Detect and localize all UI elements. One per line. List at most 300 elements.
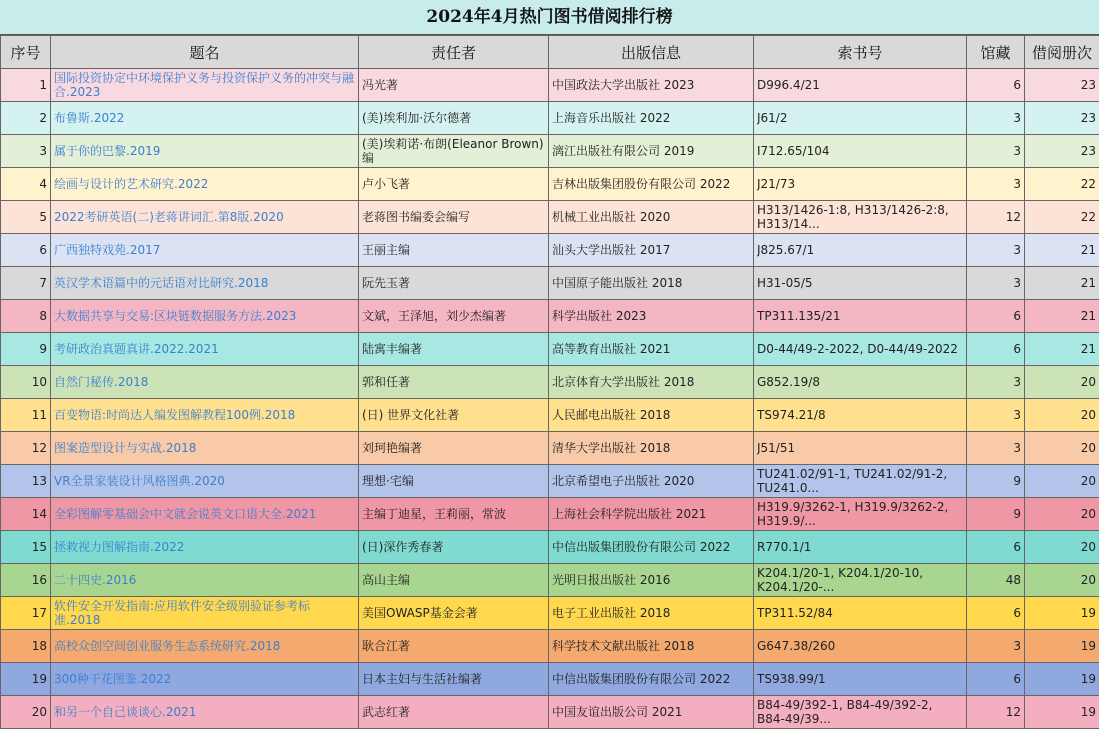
holdings-cell <box>967 102 1025 135</box>
publisher-cell-text: 中国政法大学出版社 2023 <box>552 78 750 92</box>
row-number <box>1 300 51 333</box>
column-header-seq[interactable]: 序号 <box>1 36 51 69</box>
author-cell <box>359 267 549 300</box>
loan-count-cell <box>1025 102 1099 135</box>
call-number-cell <box>754 135 967 168</box>
holdings-cell-text: 48 <box>970 573 1021 587</box>
holdings-cell-text: 3 <box>970 243 1021 257</box>
author-cell <box>359 465 549 498</box>
publisher-cell-text: 清华大学出版社 2018 <box>552 441 750 455</box>
author-cell-text: 高山主编 <box>362 573 545 587</box>
book-title-link-text[interactable]: 广西独特戏苑.2017 <box>54 243 355 257</box>
call-number-cell-text: J61/2 <box>757 111 963 125</box>
publisher-cell <box>549 432 754 465</box>
publisher-cell-text: 北京体育大学出版社 2018 <box>552 375 750 389</box>
loan-count-cell <box>1025 564 1099 597</box>
publisher-cell-text: 中信出版集团股份有限公司 2022 <box>552 672 750 686</box>
call-number-cell <box>754 564 967 597</box>
publisher-cell <box>549 399 754 432</box>
row-number-text: 6 <box>4 243 47 257</box>
row-number <box>1 597 51 630</box>
book-title-link[interactable] <box>51 663 359 696</box>
author-cell <box>359 300 549 333</box>
publisher-cell <box>549 366 754 399</box>
row-number <box>1 69 51 102</box>
author-cell-text: 陆寓丰编著 <box>362 342 545 356</box>
holdings-cell-text: 3 <box>970 441 1021 455</box>
row-number <box>1 102 51 135</box>
row-number <box>1 696 51 729</box>
row-number-text: 12 <box>4 441 47 455</box>
page-title: 2024年4月热门图书借阅排行榜 <box>0 0 1099 35</box>
row-number-text: 3 <box>4 144 47 158</box>
book-title-link-text[interactable]: 拯救视力图解指南.2022 <box>54 540 355 554</box>
table-row <box>1 465 1099 498</box>
call-number-cell-text: H313/1426-1:8, H313/1426-2:8, H313/14... <box>757 203 963 231</box>
book-title-link-text[interactable]: 考研政治真题真讲.2022.2021 <box>54 342 355 356</box>
holdings-cell-text: 6 <box>970 309 1021 323</box>
call-number-cell <box>754 300 967 333</box>
author-cell <box>359 102 549 135</box>
row-number <box>1 498 51 531</box>
author-cell-text: (日)深作秀春著 <box>362 540 545 554</box>
loan-count-cell-text: 20 <box>1028 408 1096 422</box>
call-number-cell-text: TU241.02/91-1, TU241.02/91-2, TU241.0... <box>757 467 963 495</box>
holdings-cell-text: 3 <box>970 639 1021 653</box>
book-title-link[interactable] <box>51 135 359 168</box>
author-cell <box>359 663 549 696</box>
table-row <box>1 102 1099 135</box>
call-number-cell-text: J825.67/1 <box>757 243 963 257</box>
table-row <box>1 234 1099 267</box>
row-number <box>1 201 51 234</box>
publisher-cell <box>549 300 754 333</box>
publisher-cell <box>549 333 754 366</box>
publisher-cell <box>549 663 754 696</box>
call-number-cell <box>754 630 967 663</box>
publisher-cell <box>549 531 754 564</box>
author-cell <box>359 333 549 366</box>
row-number-text: 2 <box>4 111 47 125</box>
book-title-link[interactable] <box>51 69 359 102</box>
author-cell-text: 郭和任著 <box>362 375 545 389</box>
book-title-link-text[interactable]: 布鲁斯.2022 <box>54 111 355 125</box>
publisher-cell-text: 汕头大学出版社 2017 <box>552 243 750 257</box>
holdings-cell <box>967 630 1025 663</box>
author-cell-text: (美)埃利加·沃尔德著 <box>362 111 545 125</box>
author-cell <box>359 531 549 564</box>
holdings-cell-text: 12 <box>970 705 1021 719</box>
loan-count-cell <box>1025 630 1099 663</box>
author-cell-text: 阮先玉著 <box>362 276 545 290</box>
table-row <box>1 498 1099 531</box>
holdings-cell <box>967 597 1025 630</box>
book-title-link-text[interactable]: VR全景家装设计风格图典.2020 <box>54 474 355 488</box>
holdings-cell <box>967 531 1025 564</box>
row-number-text: 18 <box>4 639 47 653</box>
author-cell-text: 耿合江著 <box>362 639 545 653</box>
book-title-link-text[interactable]: 和另一个自己谈谈心.2021 <box>54 705 355 719</box>
book-title-link-text[interactable]: 二十四史.2016 <box>54 573 355 587</box>
call-number-cell-text: G647.38/260 <box>757 639 963 653</box>
publisher-cell-text: 上海音乐出版社 2022 <box>552 111 750 125</box>
row-number-text: 17 <box>4 606 47 620</box>
publisher-cell <box>549 234 754 267</box>
holdings-cell-text: 12 <box>970 210 1021 224</box>
call-number-cell-text: H31-05/5 <box>757 276 963 290</box>
book-title-link-text[interactable]: 绘画与设计的艺术研究.2022 <box>54 177 355 191</box>
author-cell <box>359 234 549 267</box>
column-header-loans[interactable]: 借阅册次 <box>1025 36 1099 69</box>
loan-count-cell <box>1025 531 1099 564</box>
column-header-holdings[interactable]: 馆藏 <box>967 36 1025 69</box>
author-cell-text: 刘珂艳编著 <box>362 441 545 455</box>
row-number-text: 19 <box>4 672 47 686</box>
book-title-link[interactable] <box>51 564 359 597</box>
book-title-link-text[interactable]: 国际投资协定中环境保护义务与投资保护义务的冲突与融合.2023 <box>54 71 355 99</box>
publisher-cell <box>549 201 754 234</box>
book-title-link[interactable] <box>51 168 359 201</box>
loan-count-cell-text: 19 <box>1028 606 1096 620</box>
call-number-cell-text: D0-44/49-2-2022, D0-44/49-2022 <box>757 342 963 356</box>
call-number-cell-text: TP311.52/84 <box>757 606 963 620</box>
row-number <box>1 432 51 465</box>
loan-count-cell-text: 23 <box>1028 111 1096 125</box>
call-number-cell <box>754 465 967 498</box>
loan-count-cell <box>1025 597 1099 630</box>
book-title-link[interactable] <box>51 498 359 531</box>
book-title-link-text[interactable]: 属于你的巴黎.2019 <box>54 144 355 158</box>
publisher-cell-text: 中国原子能出版社 2018 <box>552 276 750 290</box>
table-row <box>1 300 1099 333</box>
loan-count-cell <box>1025 465 1099 498</box>
column-header-call-number[interactable]: 索书号 <box>754 36 967 69</box>
loan-count-cell <box>1025 663 1099 696</box>
call-number-cell <box>754 663 967 696</box>
holdings-cell-text: 3 <box>970 177 1021 191</box>
loan-count-cell-text: 20 <box>1028 540 1096 554</box>
row-number <box>1 135 51 168</box>
author-cell <box>359 135 549 168</box>
table-row <box>1 630 1099 663</box>
row-number <box>1 399 51 432</box>
ranking-table <box>0 35 1099 729</box>
call-number-cell <box>754 234 967 267</box>
table-row <box>1 333 1099 366</box>
author-cell-text: (日) 世界文化社著 <box>362 408 545 422</box>
book-title-link-text[interactable]: 软件安全开发指南:应用软件安全级别验证参考标准.2018 <box>54 599 355 627</box>
table-row <box>1 168 1099 201</box>
book-title-link[interactable] <box>51 366 359 399</box>
table-row <box>1 69 1099 102</box>
row-number <box>1 663 51 696</box>
loan-count-cell <box>1025 300 1099 333</box>
author-cell-text: 理想·宅编 <box>362 474 545 488</box>
author-cell-text: 美国OWASP基金会著 <box>362 606 545 620</box>
row-number-text: 1 <box>4 78 47 92</box>
loan-count-cell-text: 22 <box>1028 210 1096 224</box>
publisher-cell <box>549 102 754 135</box>
column-header-title[interactable]: 题名 <box>51 36 359 69</box>
table-row <box>1 366 1099 399</box>
call-number-cell-text: R770.1/1 <box>757 540 963 554</box>
holdings-cell <box>967 234 1025 267</box>
loan-count-cell <box>1025 135 1099 168</box>
publisher-cell-text: 北京希望电子出版社 2020 <box>552 474 750 488</box>
book-title-link-text[interactable]: 英汉学术语篇中的元话语对比研究.2018 <box>54 276 355 290</box>
book-title-link[interactable] <box>51 333 359 366</box>
holdings-cell-text: 6 <box>970 606 1021 620</box>
table-row <box>1 663 1099 696</box>
call-number-cell <box>754 69 967 102</box>
row-number <box>1 564 51 597</box>
holdings-cell <box>967 366 1025 399</box>
publisher-cell <box>549 564 754 597</box>
book-title-link[interactable] <box>51 399 359 432</box>
table-row <box>1 696 1099 729</box>
loan-count-cell-text: 20 <box>1028 441 1096 455</box>
holdings-cell <box>967 663 1025 696</box>
book-title-link[interactable] <box>51 531 359 564</box>
publisher-cell-text: 光明日报出版社 2016 <box>552 573 750 587</box>
holdings-cell-text: 6 <box>970 342 1021 356</box>
column-header-author[interactable]: 责任者 <box>359 36 549 69</box>
holdings-cell-text: 6 <box>970 672 1021 686</box>
row-number-text: 11 <box>4 408 47 422</box>
publisher-cell-text: 漓江出版社有限公司 2019 <box>552 144 750 158</box>
call-number-cell <box>754 201 967 234</box>
loan-count-cell-text: 22 <box>1028 177 1096 191</box>
call-number-cell <box>754 168 967 201</box>
call-number-cell-text: TS974.21/8 <box>757 408 963 422</box>
loan-count-cell <box>1025 366 1099 399</box>
author-cell <box>359 201 549 234</box>
publisher-cell <box>549 168 754 201</box>
author-cell <box>359 399 549 432</box>
table-row <box>1 597 1099 630</box>
author-cell-text: 王丽主编 <box>362 243 545 257</box>
book-title-link-text[interactable]: 300种干花图鉴.2022 <box>54 672 355 686</box>
row-number-text: 10 <box>4 375 47 389</box>
publisher-cell-text: 高等教育出版社 2021 <box>552 342 750 356</box>
holdings-cell-text: 3 <box>970 408 1021 422</box>
row-number-text: 4 <box>4 177 47 191</box>
row-number <box>1 333 51 366</box>
holdings-cell-text: 6 <box>970 78 1021 92</box>
loan-count-cell <box>1025 234 1099 267</box>
call-number-cell-text: I712.65/104 <box>757 144 963 158</box>
call-number-cell <box>754 102 967 135</box>
author-cell-text: (美)埃莉诺·布朗(Eleanor Brown)编 <box>362 137 545 165</box>
book-title-link[interactable] <box>51 465 359 498</box>
holdings-cell <box>967 168 1025 201</box>
loan-count-cell <box>1025 333 1099 366</box>
book-title-link[interactable] <box>51 597 359 630</box>
holdings-cell <box>967 333 1025 366</box>
holdings-cell <box>967 432 1025 465</box>
header-row <box>1 36 1099 69</box>
row-number <box>1 531 51 564</box>
publisher-cell-text: 上海社会科学院出版社 2021 <box>552 507 750 521</box>
call-number-cell <box>754 696 967 729</box>
publisher-cell <box>549 498 754 531</box>
book-title-link[interactable] <box>51 696 359 729</box>
call-number-cell <box>754 498 967 531</box>
author-cell <box>359 630 549 663</box>
publisher-cell <box>549 465 754 498</box>
publisher-cell <box>549 135 754 168</box>
call-number-cell <box>754 333 967 366</box>
book-title-link-text[interactable]: 高校众创空间创业服务生态系统研究.2018 <box>54 639 355 653</box>
book-title-link-text[interactable]: 图案造型设计与实战.2018 <box>54 441 355 455</box>
table-row <box>1 531 1099 564</box>
loan-count-cell-text: 21 <box>1028 243 1096 257</box>
holdings-cell-text: 9 <box>970 474 1021 488</box>
table-row <box>1 135 1099 168</box>
author-cell <box>359 168 549 201</box>
loan-count-cell-text: 23 <box>1028 78 1096 92</box>
loan-count-cell <box>1025 201 1099 234</box>
holdings-cell <box>967 465 1025 498</box>
author-cell-text: 卢小飞著 <box>362 177 545 191</box>
holdings-cell <box>967 498 1025 531</box>
author-cell-text: 日本主妇与生活社编著 <box>362 672 545 686</box>
row-number <box>1 630 51 663</box>
book-title-link-text[interactable]: 大数据共享与交易:区块链数据服务方法.2023 <box>54 309 355 323</box>
holdings-cell <box>967 300 1025 333</box>
call-number-cell-text: TS938.99/1 <box>757 672 963 686</box>
book-title-link[interactable] <box>51 201 359 234</box>
author-cell-text: 老蒋图书编委会编写 <box>362 210 545 224</box>
call-number-cell <box>754 399 967 432</box>
author-cell-text: 主编丁迪星，王莉丽，常波 <box>362 507 545 521</box>
publisher-cell-text: 科学技术文献出版社 2018 <box>552 639 750 653</box>
row-number-text: 7 <box>4 276 47 290</box>
loan-count-cell-text: 23 <box>1028 144 1096 158</box>
table-row <box>1 399 1099 432</box>
loan-count-cell-text: 19 <box>1028 705 1096 719</box>
row-number-text: 14 <box>4 507 47 521</box>
book-title-link-text[interactable]: 全彩图解零基础会中文就会说英文口语大全.2021 <box>54 507 355 521</box>
publisher-cell <box>549 597 754 630</box>
row-number-text: 20 <box>4 705 47 719</box>
holdings-cell <box>967 69 1025 102</box>
author-cell <box>359 498 549 531</box>
loan-count-cell <box>1025 267 1099 300</box>
table-row <box>1 432 1099 465</box>
author-cell-text: 文斌，王泽旭，刘少杰编著 <box>362 309 545 323</box>
book-title-link[interactable] <box>51 234 359 267</box>
publisher-cell-text: 机械工业出版社 2020 <box>552 210 750 224</box>
book-title-link[interactable] <box>51 102 359 135</box>
author-cell <box>359 696 549 729</box>
author-cell-text: 武志红著 <box>362 705 545 719</box>
call-number-cell-text: TP311.135/21 <box>757 309 963 323</box>
call-number-cell-text: B84-49/392-1, B84-49/392-2, B84-49/39... <box>757 698 963 726</box>
book-title-link[interactable] <box>51 630 359 663</box>
book-title-link[interactable] <box>51 300 359 333</box>
holdings-cell-text: 9 <box>970 507 1021 521</box>
publisher-cell-text: 吉林出版集团股份有限公司 2022 <box>552 177 750 191</box>
loan-count-cell <box>1025 168 1099 201</box>
holdings-cell <box>967 267 1025 300</box>
call-number-cell <box>754 267 967 300</box>
row-number-text: 15 <box>4 540 47 554</box>
publisher-cell-text: 人民邮电出版社 2018 <box>552 408 750 422</box>
author-cell <box>359 366 549 399</box>
holdings-cell <box>967 696 1025 729</box>
row-number-text: 13 <box>4 474 47 488</box>
loan-count-cell-text: 20 <box>1028 573 1096 587</box>
loan-count-cell <box>1025 399 1099 432</box>
loan-count-cell-text: 21 <box>1028 276 1096 290</box>
publisher-cell-text: 中国友谊出版公司 2021 <box>552 705 750 719</box>
book-title-link-text[interactable]: 百变物语:时尚达人编发图解教程100例.2018 <box>54 408 355 422</box>
publisher-cell <box>549 630 754 663</box>
holdings-cell-text: 3 <box>970 375 1021 389</box>
call-number-cell <box>754 597 967 630</box>
holdings-cell <box>967 201 1025 234</box>
book-title-link-text[interactable]: 自然门秘传.2018 <box>54 375 355 389</box>
loan-count-cell-text: 19 <box>1028 672 1096 686</box>
publisher-cell <box>549 696 754 729</box>
row-number <box>1 465 51 498</box>
row-number <box>1 168 51 201</box>
call-number-cell <box>754 531 967 564</box>
loan-count-cell-text: 21 <box>1028 342 1096 356</box>
holdings-cell <box>967 399 1025 432</box>
row-number <box>1 234 51 267</box>
call-number-cell <box>754 366 967 399</box>
loan-count-cell <box>1025 69 1099 102</box>
loan-count-cell-text: 20 <box>1028 375 1096 389</box>
call-number-cell <box>754 432 967 465</box>
call-number-cell-text: J51/51 <box>757 441 963 455</box>
author-cell <box>359 432 549 465</box>
holdings-cell-text: 3 <box>970 111 1021 125</box>
book-title-link[interactable] <box>51 432 359 465</box>
book-title-link[interactable] <box>51 267 359 300</box>
loan-count-cell-text: 19 <box>1028 639 1096 653</box>
holdings-cell <box>967 564 1025 597</box>
loan-count-cell <box>1025 432 1099 465</box>
table-row <box>1 564 1099 597</box>
call-number-cell-text: D996.4/21 <box>757 78 963 92</box>
author-cell <box>359 564 549 597</box>
call-number-cell-text: K204.1/20-1, K204.1/20-10, K204.1/20-... <box>757 566 963 594</box>
loan-count-cell-text: 20 <box>1028 474 1096 488</box>
table-row <box>1 267 1099 300</box>
table-row <box>1 201 1099 234</box>
holdings-cell <box>967 135 1025 168</box>
row-number-text: 8 <box>4 309 47 323</box>
row-number-text: 16 <box>4 573 47 587</box>
loan-count-cell <box>1025 696 1099 729</box>
row-number <box>1 366 51 399</box>
publisher-cell-text: 电子工业出版社 2018 <box>552 606 750 620</box>
book-title-link-text[interactable]: 2022考研英语(二)老蒋讲词汇.第8版.2020 <box>54 210 355 224</box>
loan-count-cell <box>1025 498 1099 531</box>
call-number-cell-text: G852.19/8 <box>757 375 963 389</box>
row-number-text: 5 <box>4 210 47 224</box>
row-number <box>1 267 51 300</box>
loan-count-cell-text: 20 <box>1028 507 1096 521</box>
call-number-cell-text: H319.9/3262-1, H319.9/3262-2, H319.9/... <box>757 500 963 528</box>
author-cell <box>359 597 549 630</box>
publisher-cell <box>549 267 754 300</box>
holdings-cell-text: 3 <box>970 144 1021 158</box>
column-header-publisher[interactable]: 出版信息 <box>549 36 754 69</box>
